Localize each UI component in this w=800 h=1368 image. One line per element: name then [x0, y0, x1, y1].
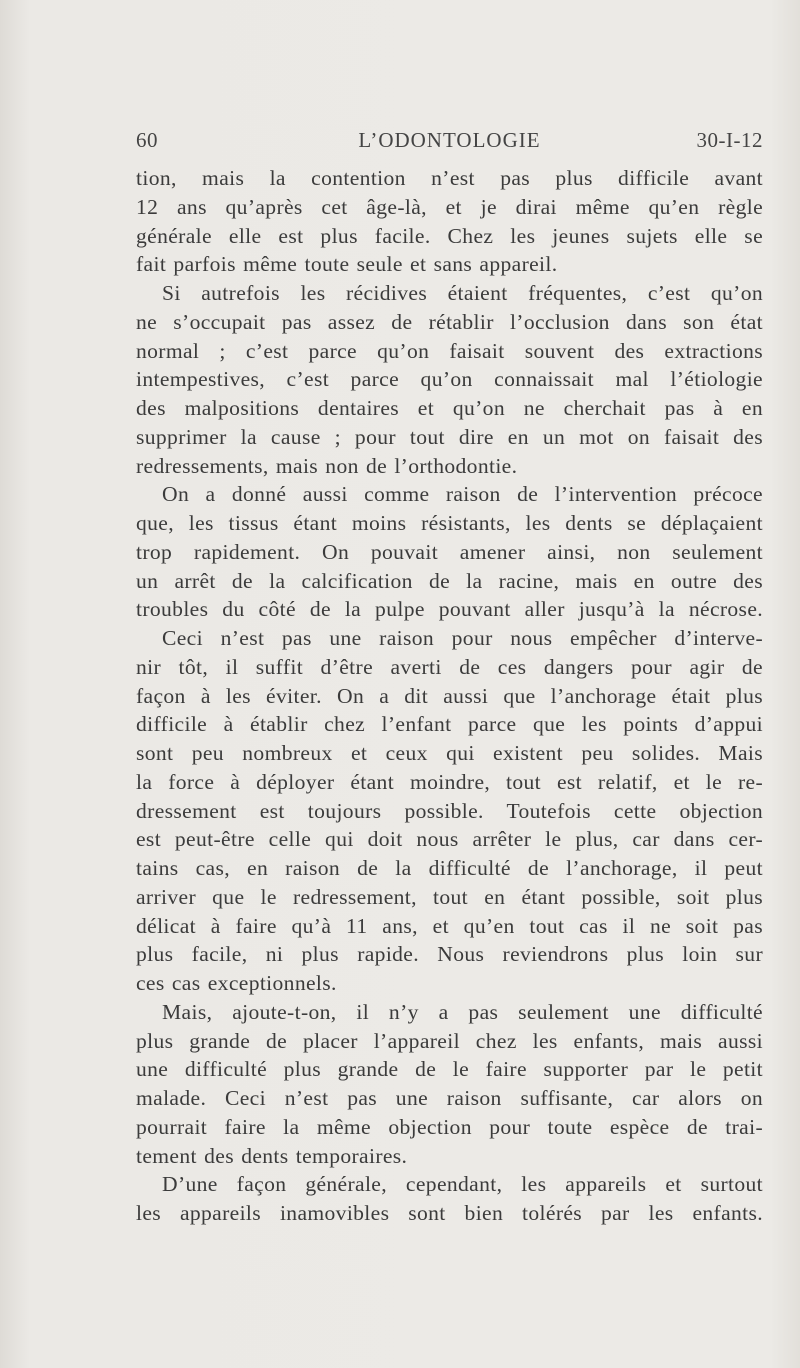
- text-line: dressement est toujours possible. Toutefois cette objection: [136, 798, 763, 823]
- text-line: la force à déployer étant moindre, tout est relatif, et le re-: [136, 769, 763, 794]
- text-line: un arrêt de la calcification de la racine, mais en outre des: [136, 568, 763, 593]
- paragraph: [136, 1170, 763, 1228]
- paragraph: [136, 998, 763, 1171]
- text-line: difficile à établir chez l’enfant parce que les points d’appui: [136, 712, 763, 737]
- text-line: Si autrefois les récidives étaient fréquentes, c’est qu’on: [162, 281, 763, 305]
- text-line: trop rapidement. On pouvait amener ainsi, non seulement: [136, 539, 763, 564]
- text-line: ces cas exceptionnels.: [136, 971, 337, 995]
- text-line: normal ; c’est parce qu’on faisait souvent des extractions: [136, 338, 763, 363]
- text-line: est peut-être celle qui doit nous arrêter le plus, car dans cer-: [136, 827, 763, 852]
- text-line: Ceci n’est pas une raison pour nous empêcher d’interve-: [162, 626, 763, 650]
- text-line: tion, mais la contention n’est pas plus difficile avant: [136, 166, 763, 190]
- text-line: 12 ans qu’après cet âge-là, et je dirai même qu’en règle: [136, 194, 763, 219]
- text-line: tains cas, en raison de la difficulté de l’anchorage, il peut: [136, 856, 763, 880]
- text-line: pourrait faire la même objection pour toute espèce de trai-: [136, 1114, 763, 1139]
- text-line: troubles du côté de la pulpe pouvant aller jusqu’à la nécrose.: [136, 597, 763, 622]
- text-line: malade. Ceci n’est pas une raison suffisante, car alors on: [136, 1086, 763, 1110]
- running-header: [136, 128, 763, 158]
- text-line: une difficulté plus grande de le faire supporter par le petit: [136, 1057, 763, 1082]
- text-line: plus facile, ni plus rapide. Nous reviendrons plus loin sur: [136, 942, 763, 967]
- paragraph: [136, 624, 763, 998]
- journal-title: L’ODONTOLOGIE: [358, 128, 541, 152]
- paragraph: [136, 480, 763, 624]
- paragraph: [136, 279, 763, 480]
- text-line: que, les tissus étant moins résistants, les dents se déplaçaient: [136, 511, 763, 535]
- text-line: nir tôt, il suffit d’être averti de ces dangers pour agir de: [136, 654, 763, 679]
- text-line: supprimer la cause ; pour tout dire en un mot on faisait des: [136, 424, 763, 449]
- issue-date: 30-I-12: [696, 128, 763, 152]
- text-line: ne s’occupait pas assez de rétablir l’occlusion dans son état: [136, 309, 763, 334]
- text-line: D’une façon générale, cependant, les appareils et surtout: [162, 1172, 763, 1197]
- text-line: Mais, ajoute-t-on, il n’y a pas seulement une difficulté: [162, 999, 763, 1024]
- text-line: façon à les éviter. On a dit aussi que l’anchorage était plus: [136, 683, 763, 708]
- text-line: On a donné aussi comme raison de l’intervention précoce: [162, 482, 763, 507]
- text-line: intempestives, c’est parce qu’on connaissait mal l’étiologie: [136, 367, 763, 392]
- text-line: plus grande de placer l’appareil chez les enfants, mais aussi: [136, 1028, 763, 1053]
- text-line: les appareils inamovibles sont bien tolérés par les enfants.: [136, 1201, 763, 1225]
- body-text: [136, 164, 763, 1228]
- text-line: sont peu nombreux et ceux qui existent peu solides. Mais: [136, 741, 763, 765]
- text-line: arriver que le redressement, tout en étant possible, soit plus: [136, 884, 763, 909]
- text-line: redressements, mais non de l’orthodontie.: [136, 453, 518, 478]
- text-line: des malpositions dentaires et qu’on ne cherchait pas à en: [136, 396, 763, 420]
- text-line: tement des dents temporaires.: [136, 1143, 408, 1168]
- text-line: délicat à faire qu’à 11 ans, et qu’en tout cas il ne soit pas: [136, 913, 763, 938]
- text-line: fait parfois même toute seule et sans appareil.: [136, 252, 558, 277]
- paragraph: [136, 164, 763, 279]
- page-number: 60: [136, 128, 158, 152]
- text-line: générale elle est plus facile. Chez les jeunes sujets elle se: [136, 223, 763, 248]
